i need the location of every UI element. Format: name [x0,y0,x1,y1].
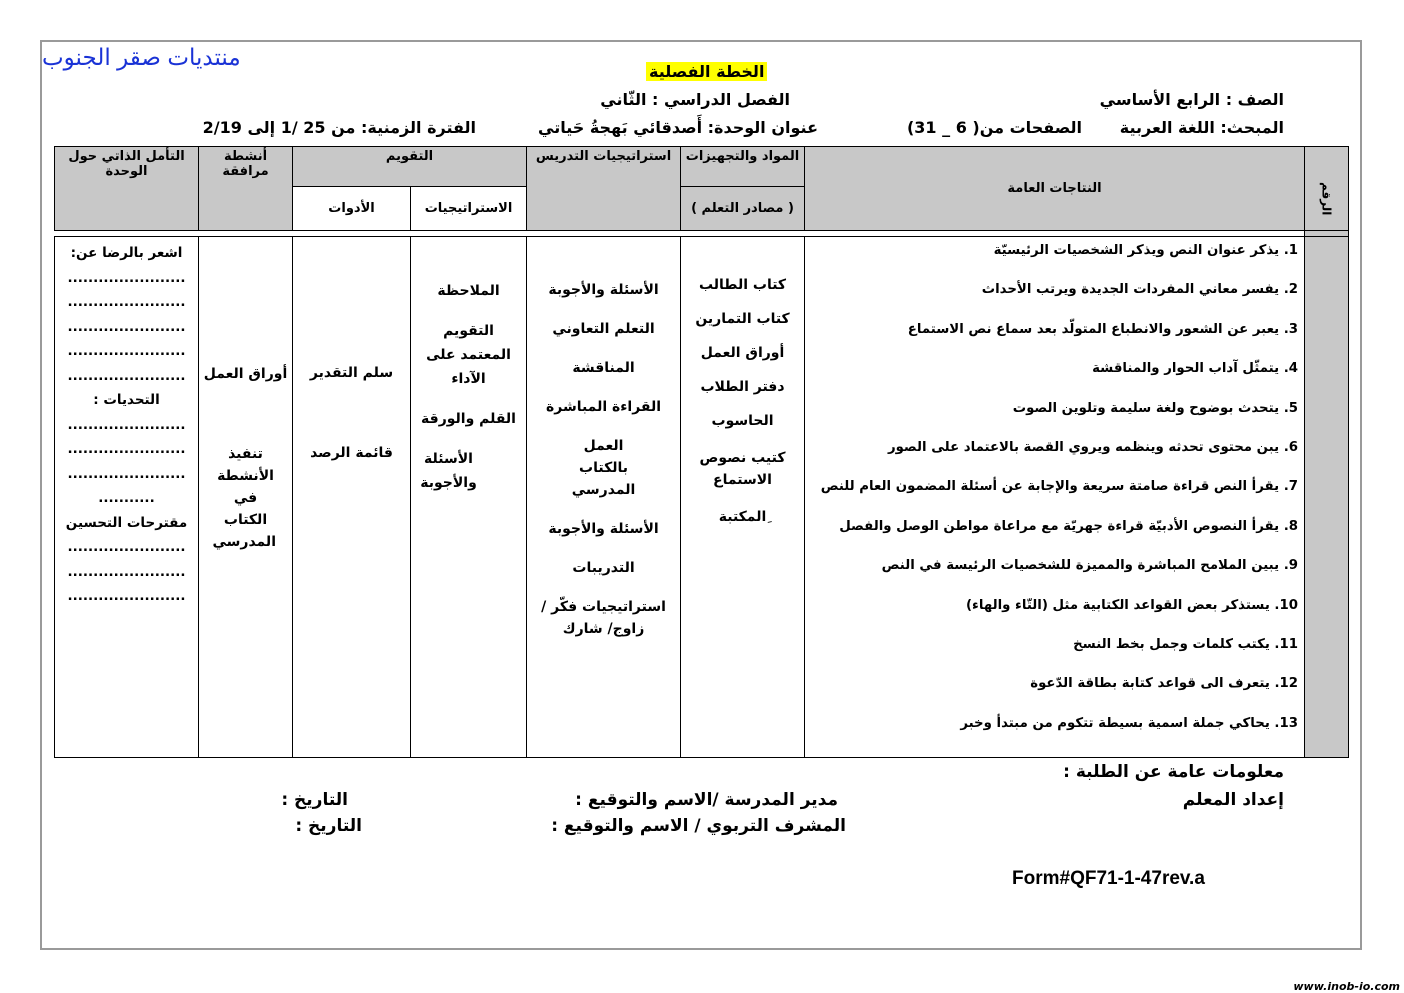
strategies-header: استراتيجيات التدريس [527,147,681,231]
semester-label: الفصل الدراسي : الثّاني [600,90,790,109]
eval-strategies-header: الاستراتيجيات [411,187,527,231]
website-url: www.inob-io.com [1293,980,1400,993]
material-item: كتاب التمارين [695,311,790,327]
outcome-item: 2. يفسر معاني المفردات الجديدة ويرتب الأحداث [981,282,1299,298]
material-item: الحاسوب [711,413,774,429]
reflection-header: التأمل الذاتي حول الوحدة [55,147,199,231]
outcome-item: 3. يعبر عن الشعور والانطباع المتولّد بعد سماع نص الاستماع [907,321,1299,337]
form-code: Form#QF71-1-47rev.a [1012,868,1205,889]
strategy-item: التدريبات [572,560,635,576]
eval-strategy-item: التقويم المعتمد على الآداء [426,323,511,387]
eval-tools-cell [293,237,411,758]
strategy-item: المناقشة [572,360,635,376]
material-item: ِالمكتبة [718,509,767,525]
outcome-item: 10. يستذكر بعض القواعد الكتابية مثل (التّاء والهاء) [965,597,1299,613]
eval-strategy-item: القلم والورقة [421,411,516,427]
material-item: دفتر الطلاب [700,379,785,395]
reflection-cell [55,237,199,758]
eval-tool-item: سلم التقدير [309,365,394,381]
eval-strategy-item: الملاحظة [437,283,500,299]
strategy-item: الأسئلة والأجوبة [548,521,659,537]
materials-header: المواد والتجهيزات [681,147,805,187]
dotted-line: ....................... [67,294,186,310]
materials-cell [681,237,805,758]
outcome-item: 5. يتحدث بوضوح ولغة سليمة وتلوين الصوت [1012,400,1299,416]
outcome-item: 11. يكتب كلمات وجمل بخط النسخ [1073,636,1299,652]
outcome-item: 4. يتمثّل آداب الحوار والمناقشة [1092,361,1299,377]
material-item: كتاب الطالب [698,277,787,293]
strategy-item: التعلم التعاوني [552,321,655,337]
grade-label: الصف : الرابع الأساسي [1099,90,1284,109]
dotted-line: ....................... [67,563,186,580]
strategy-item: العمل بالكتاب المدرسي [571,438,636,498]
outcome-item: 9. يبين الملامح المباشرة والمميزة للشخصيات الرئيسة في النص [881,558,1299,574]
outcome-item: 12. يتعرف الى قواعد كتابة بطاقة الدّعوة [1030,676,1299,692]
pages-label: الصفحات من( 6 _ 31) [906,118,1082,137]
strategies-cell [527,237,681,758]
eval-strategy-item: الأسئلة والأجوبة [420,451,477,491]
outcome-item: 7. يقرأ النص قراءة صامتة سريعة والإجابة عن أسئلة المضمون العام للنص [820,479,1299,495]
strategy-item: استراتيجيات فكّر /زاوج/ شارك [541,599,666,637]
dotted-line: ....................... [67,416,186,433]
date-label-1: التاريخ : [281,790,348,810]
dotted-line: ....................... [67,318,186,335]
dotted-line: ....................... [67,269,186,286]
subject-label: المبحث: اللغة العربية [1119,118,1284,137]
outcomes-header: النتاجات العامة [805,147,1305,231]
material-item: كتيب نصوص الاستماع [699,450,786,488]
strategy-item: القراءة المباشرة [545,399,662,415]
dotted-line: ....................... [67,367,186,384]
plan-table [54,146,1349,758]
dotted-line: ....................... [67,539,186,555]
dotted-line: ....................... [67,343,186,359]
dotted-line: ....................... [67,588,186,604]
supervisor-label: المشرف التربوي / الاسم والتوقيع : [551,816,846,836]
forum-name: منتديات صقر الجنوب [42,44,241,70]
period-label: الفترة الزمنية: من 25 /1 إلى 2/19 [202,118,476,137]
doc-title: الخطة الفصلية [646,62,767,81]
reflection-challenges: التحديات : [93,392,160,408]
activity-item: أوراق العمل [203,366,288,382]
outcome-item: 8. يقرأ النصوص الأدبيّة قراءة جهريّة مع مراعاة مواطن الوصل والفصل [839,518,1299,534]
eval-strategies-cell [411,237,527,758]
materials-subheader: ( مصادر التعلم ) [681,187,805,231]
students-info: معلومات عامة عن الطلبة : [1063,762,1284,782]
date-label-2: التاريخ : [295,816,362,836]
outcome-item: 1. يذكر عنوان النص ويذكر الشخصيات الرئيسيّة [993,243,1299,258]
strategy-item: الأسئلة والأجوبة [548,282,659,298]
outcome-item: 6. يبن محتوى تحدثه وينظمه ويروي القصة بالاعتماد على الصور [887,439,1299,455]
row-num-cell [1305,237,1349,758]
dotted-line: ........... [98,490,155,506]
principal-label: مدير المدرسة /الاسم والتوقيع : [575,790,838,810]
reflection-satisfied: اشعر بالرضا عن: [70,245,183,261]
activities-header: أنشطة مرافقة [199,147,293,231]
material-item: أوراق العمل [700,345,785,361]
dotted-line: ....................... [67,465,186,482]
eval-tools-header: الأدوات [293,187,411,231]
activities-cell [199,237,293,758]
evaluation-header: التقويم [293,147,527,187]
dotted-line: ....................... [67,441,186,457]
outcomes-cell [805,237,1305,758]
eval-tool-item: قائمة الرصد [310,445,393,461]
activity-item: تنفيذ الأنشطة في الكتاب المدرسي [212,446,276,550]
reflection-suggestions: مقترحات التحسين [65,514,188,531]
teacher-label: إعداد المعلم [1182,790,1284,810]
outcome-item: 13. يحاكي جملة اسمية بسيطة تتكوم من مبتدأ وخبر [960,715,1299,731]
unit-title: عنوان الوحدة: أَصدقائي بَهجةُ حَياتي [538,118,818,137]
row-num-header: الرقم [1305,147,1349,231]
